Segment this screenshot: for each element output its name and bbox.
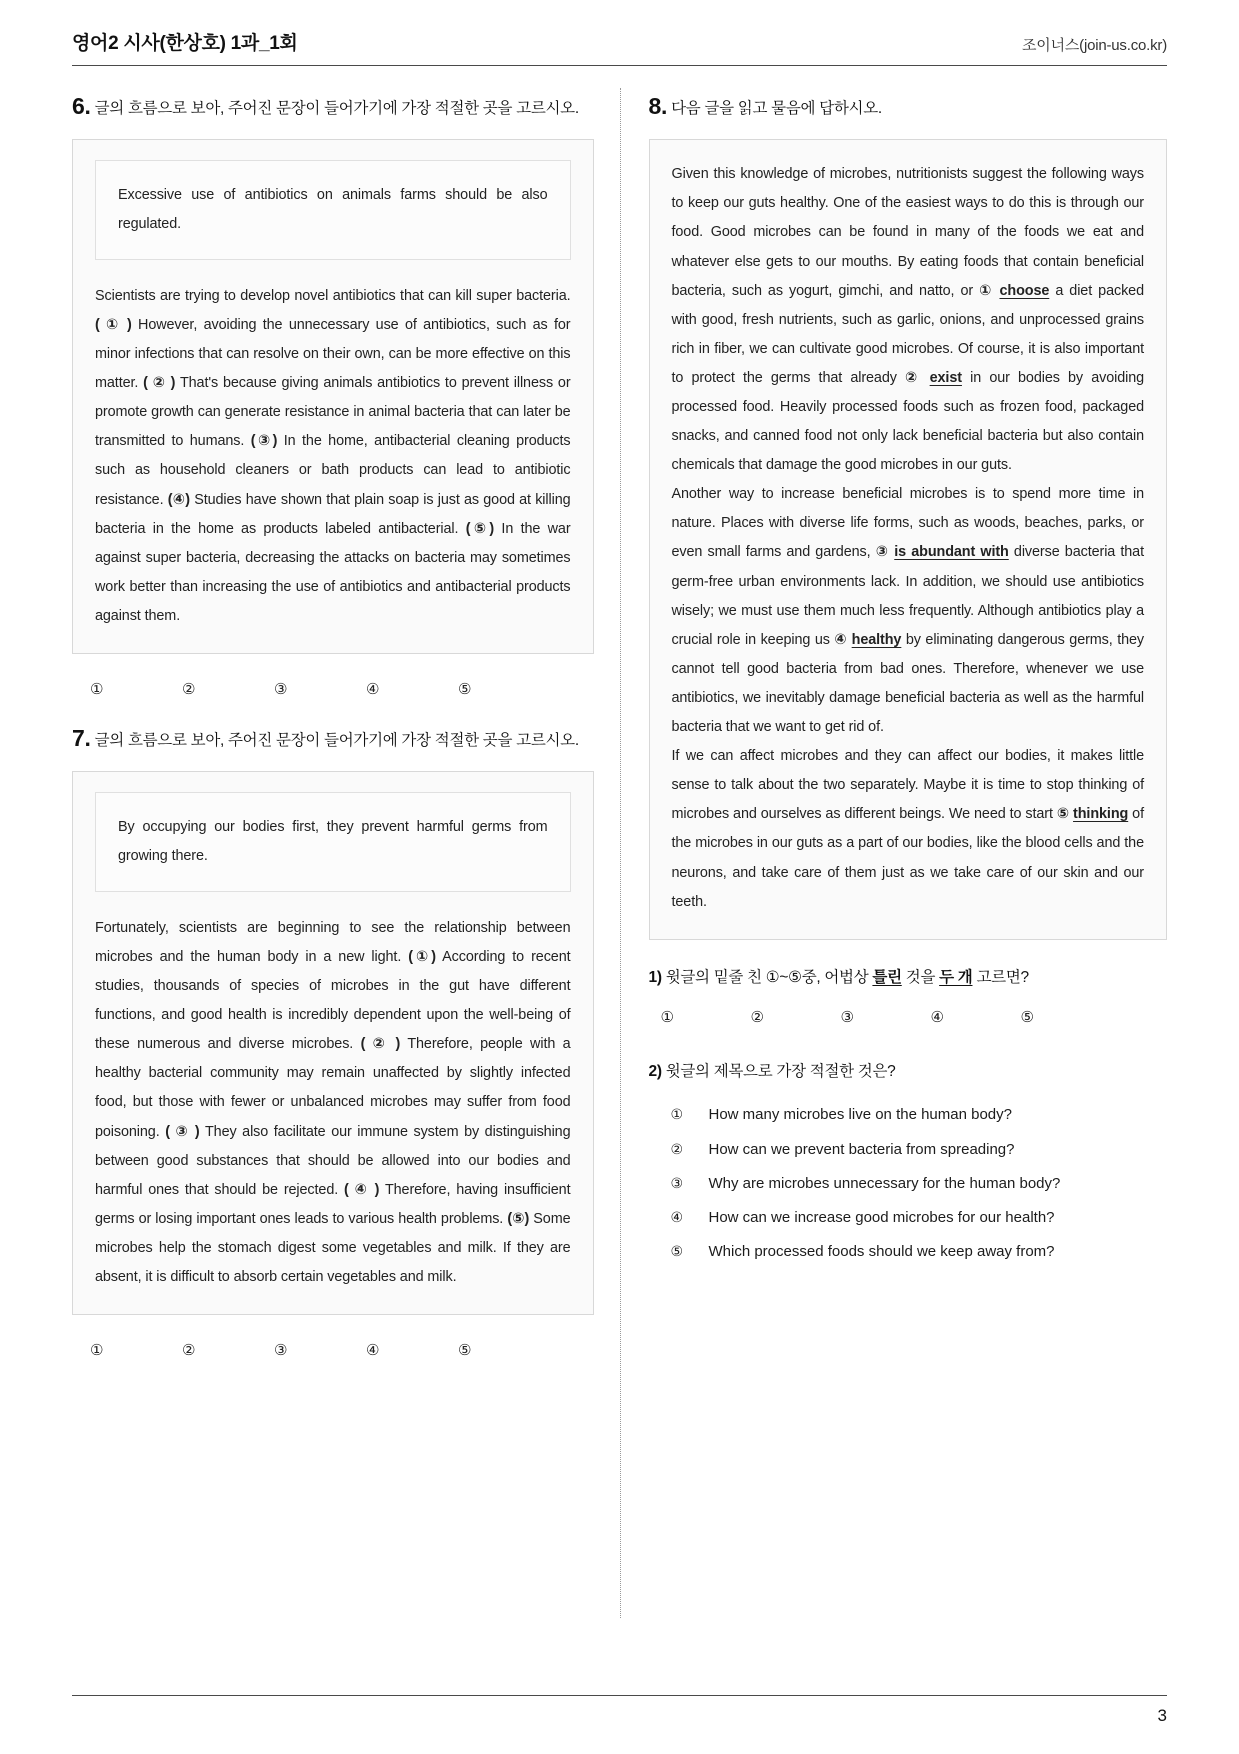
passage-run: by eliminating dangerous germs, they cannot tell good bacteria from bad ones. Therefore, whenever we use antibiotics, we inevitably damage beneficial bacteria as well as the harmful bacteria that we want to get rid of.	[671, 631, 1144, 736]
passage-run: Studies have shown that plain soap is just as good at killing bacteria in the home as products labeled antibacterial.	[95, 491, 571, 537]
answer-option-3[interactable]: ③	[274, 1342, 288, 1360]
passage-run: of the microbes in our guts as a part of our bodies, like the blood cells and the neurons, and take care of them just as we take care of our skin and our teeth.	[671, 806, 1144, 910]
choice-marker: ⑤	[670, 1243, 684, 1260]
question-6-passage-text	[95, 282, 571, 631]
passage-run: According to recent studies, thousands of species of microbes in the gut have different functions, and good health is incredibly dependent upon the well-being of these numerous and diverse microbes.	[95, 948, 571, 1053]
choice-marker: ②	[670, 1140, 684, 1157]
question-6-inset-text: Excessive use of antibiotics on animals farms should be also regulated.	[118, 187, 548, 233]
right-column	[620, 88, 1168, 1618]
question-7-passage-text	[95, 914, 571, 1292]
question-8-passage-paragraph-3	[672, 742, 1145, 917]
question-7-inset-text: By occupying our bodies first, they prevent harmful germs from growing there.	[118, 819, 548, 865]
passage-run: Scientists are trying to develop novel antibiotics that can kill super bacteria.	[95, 287, 571, 304]
choice-text: How many microbes live on the human body?	[708, 1106, 1012, 1124]
subquestion-1-answer-row[interactable]	[661, 1008, 1168, 1026]
passage-run: Therefore, having insufficient germs or losing important ones leads to various health problems.	[95, 1181, 571, 1227]
inline-marker: (③)	[250, 433, 278, 450]
choice-text: How can we prevent bacteria from spreading?	[708, 1140, 1015, 1158]
inline-marker: (①)	[408, 948, 436, 965]
inline-marker: ( ④ )	[344, 1181, 380, 1198]
passage-run: diverse bacteria that germ-free urban environments lack. In addition, we should use antibiotics wisely; we must use them much less frequently. Although antibiotics play a crucial role in keeping us	[671, 544, 1144, 648]
two-column-body	[72, 88, 1167, 1618]
passage-run: Therefore, people with a healthy bacterial community may remain unaffected by slightly infected food, but those with fewer or unbalanced microbes may suffer from food poisoning.	[95, 1036, 571, 1140]
passage-run: Fortunately, scientists are beginning to see the relationship between microbes and the human body in a new light.	[95, 919, 571, 965]
inline-marker: ( ③ )	[165, 1123, 200, 1140]
inline-marker: ①	[979, 282, 994, 299]
subquestion-1-prompt-c: 것을	[901, 968, 940, 986]
question-8-passage-box	[649, 139, 1168, 939]
subquestion-1-prompt-e: 고르면?	[972, 968, 1029, 986]
answer-option-5[interactable]: ⑤	[1020, 1009, 1034, 1027]
question-8	[649, 88, 1168, 940]
passage-run: In the war against super bacteria, decreasing the attacks on bacteria may sometimes work better than increasing the use of antibiotics and antibacterial products against them.	[95, 520, 571, 624]
question-7-answer-row[interactable]	[90, 1341, 594, 1359]
question-6-prompt: 글의 흐름으로 보아, 주어진 문장이 들어가기에 가장 적절한 곳을 고르시오.	[94, 100, 579, 117]
underlined-term: thinking	[1073, 806, 1129, 823]
choice-marker: ①	[670, 1106, 684, 1123]
answer-option-2[interactable]: ②	[182, 681, 196, 698]
question-6-inset-box	[95, 160, 571, 260]
question-8-number: 8.	[648, 93, 668, 119]
underlined-term: healthy	[851, 631, 902, 648]
question-7-passage-box	[72, 771, 594, 1315]
passage-run: If we can affect microbes and they can affect our bodies, it makes little sense to talk about the two separately. Maybe it is time to stop thinking of microbes and ourselves as different beings. We need to start	[671, 748, 1144, 823]
subquestion-1-prompt-a: 윗글의 밑줄 친 ①~⑤중, 어법상	[665, 968, 873, 986]
passage-run	[921, 370, 929, 386]
inline-marker: (⑤)	[465, 520, 495, 537]
question-7-inset-box	[95, 792, 571, 892]
choice-option-5[interactable]	[671, 1240, 1168, 1263]
question-8-heading	[649, 88, 1168, 125]
inline-marker: ( ① )	[95, 316, 132, 333]
passage-run: in our bodies by avoiding processed food. Heavily processed foods such as frozen food, packaged snacks, and canned food not only lack beneficial bacteria but also contain chemicals that damage the good microbes in our guts.	[671, 369, 1144, 474]
inline-marker: (⑤)	[507, 1210, 530, 1227]
subquestion-2	[649, 1060, 1168, 1085]
answer-option-1[interactable]: ①	[660, 1009, 674, 1027]
answer-option-4[interactable]: ④	[366, 681, 380, 698]
question-6-answer-row[interactable]	[90, 680, 594, 698]
answer-option-1[interactable]: ①	[90, 681, 104, 698]
answer-option-5[interactable]: ⑤	[458, 1342, 472, 1360]
answer-option-3[interactable]: ③	[274, 681, 288, 698]
choice-option-2[interactable]	[671, 1138, 1168, 1161]
answer-option-2[interactable]: ②	[750, 1009, 764, 1027]
passage-run: That's because giving animals antibiotics to prevent illness or promote growth can generate resistance in animal bacteria that can later be transmitted to humans.	[95, 375, 571, 450]
choice-option-3[interactable]	[671, 1172, 1168, 1195]
answer-option-1[interactable]: ①	[90, 1342, 104, 1360]
choice-option-4[interactable]	[671, 1206, 1168, 1229]
subquestion-2-number: 2)	[648, 1063, 662, 1081]
choice-text: Why are microbes unnecessary for the human body?	[708, 1174, 1061, 1192]
inline-marker: ②	[905, 369, 922, 386]
choice-text: How can we increase good microbes for our health?	[708, 1209, 1055, 1227]
underlined-term: choose	[999, 282, 1050, 299]
subquestion-1-number: 1)	[648, 968, 662, 986]
question-8-prompt: 다음 글을 읽고 물음에 답하시오.	[671, 100, 882, 117]
inline-marker: ③	[875, 544, 890, 561]
passage-run: Given this knowledge of microbes, nutritionists suggest the following ways to keep our guts healthy. One of the easiest ways to do this is through our food. Good microbes can be found in many of the foods we eat and whatever else gets to our mouths. By eating foods that contain beneficial bacteria, such as yogurt, gimchi, and natto, or	[671, 166, 1144, 299]
question-6-heading	[72, 88, 594, 125]
passage-run: In the home, antibacterial cleaning products such as household cleaners or bath products can lead to antibiotic resistance.	[95, 433, 571, 508]
page-header	[72, 28, 1167, 66]
question-7-number: 7.	[72, 725, 91, 751]
underlined-term: is abundant with	[894, 544, 1009, 561]
question-7-prompt: 글의 흐름으로 보아, 주어진 문장이 들어가기에 가장 적절한 곳을 고르시오.	[94, 732, 579, 749]
question-7-heading	[72, 720, 594, 757]
passage-run: Some microbes help the stomach digest some vegetables and milk. If they are absent, it is difficult to absorb certain vegetables and milk.	[95, 1210, 571, 1285]
subquestion-2-prompt: 윗글의 제목으로 가장 적절한 것은?	[665, 1063, 896, 1081]
inline-marker: (④)	[167, 491, 190, 508]
passage-run: They also facilitate our immune system by distinguishing between good substances that should be allowed into our bodies and harmful ones that should be rejected.	[95, 1123, 571, 1198]
answer-option-2[interactable]: ②	[182, 1342, 196, 1360]
subquestion-1-prompt-emphasis-2: 두 개	[939, 968, 973, 986]
question-8-passage-paragraph-1	[672, 160, 1145, 480]
question-6-passage-box	[72, 139, 594, 654]
question-8-passage-paragraph-2	[672, 480, 1145, 742]
choice-marker: ④	[670, 1209, 684, 1226]
header-title: 영어2 시사(한상호) 1과_1회	[72, 33, 298, 54]
header-source: 조이너스(join-us.co.kr)	[1021, 37, 1167, 54]
question-6-number: 6.	[72, 93, 91, 119]
page-number: 3	[1157, 1706, 1167, 1725]
inline-marker: ( ② )	[360, 1036, 401, 1053]
choice-marker: ③	[670, 1174, 684, 1191]
inline-marker: ④	[834, 631, 848, 648]
subquestion-1	[649, 966, 1168, 991]
page-footer	[72, 1695, 1167, 1726]
subquestion-1-prompt-emphasis-1: 틀린	[872, 968, 902, 986]
question-7	[72, 720, 594, 1359]
passage-run: a diet packed with good, fresh nutrients, such as garlic, onions, and unprocessed grains rich in fiber, we can cultivate good microbes. Of course, it is also important to protect the germs that already	[671, 282, 1144, 386]
left-column	[72, 88, 620, 1618]
answer-option-5[interactable]: ⑤	[458, 681, 472, 698]
passage-run: However, avoiding the unnecessary use of antibiotics, such as for minor infections that can resolve on their own, can be more effective on this matter.	[95, 316, 571, 392]
underlined-term: exist	[929, 369, 962, 386]
passage-run: Another way to increase beneficial microbes is to spend more time in nature. Places with diverse life forms, such as woods, beaches, parks, or even small farms and gardens,	[671, 486, 1144, 561]
question-6	[72, 88, 594, 698]
choice-option-1[interactable]	[671, 1103, 1168, 1126]
subquestion-2-choice-list	[671, 1103, 1168, 1263]
inline-marker: ( ② )	[143, 375, 176, 392]
inline-marker: ⑤	[1056, 806, 1070, 823]
answer-option-4[interactable]: ④	[366, 1342, 380, 1360]
choice-text: Which processed foods should we keep away from?	[708, 1243, 1055, 1261]
answer-option-4[interactable]: ④	[930, 1009, 944, 1027]
answer-option-3[interactable]: ③	[840, 1009, 854, 1027]
